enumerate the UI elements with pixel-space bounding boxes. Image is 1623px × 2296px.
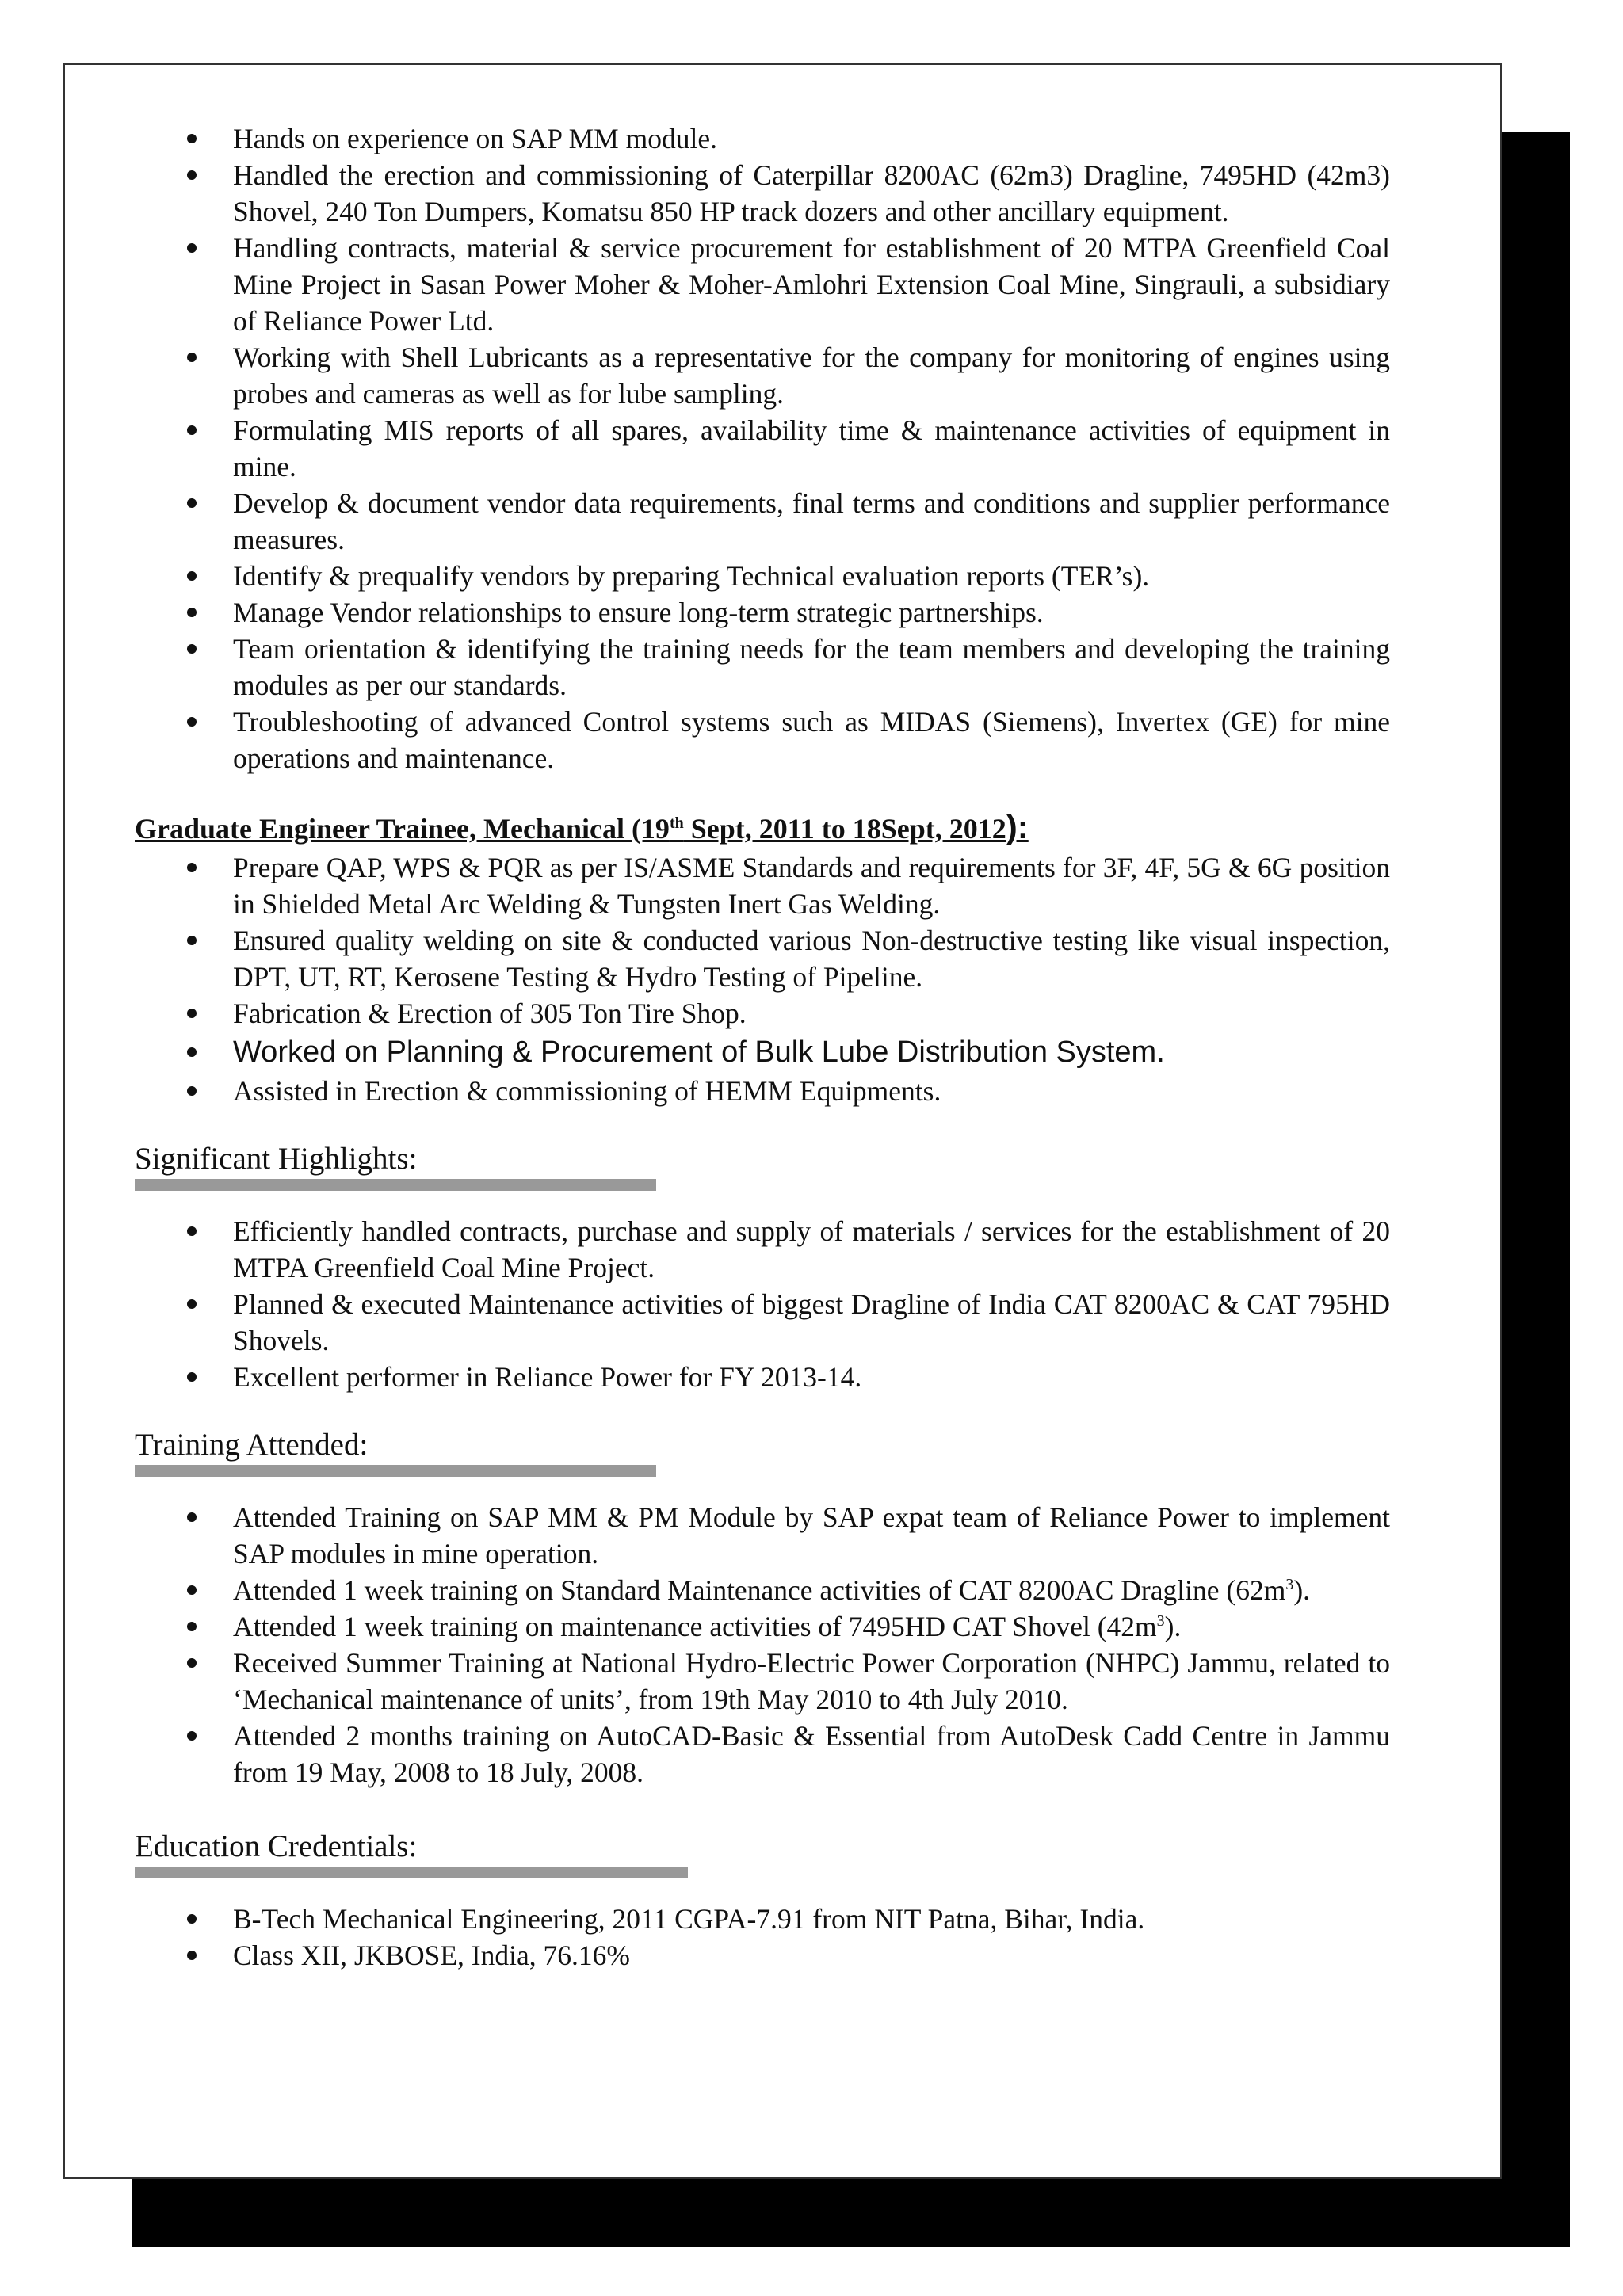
- list-item: Planned & executed Maintenance activities of biggest Dragline of India CAT 8200AC & CAT 795HD Shovels.: [135, 1286, 1390, 1359]
- bullet-icon: [187, 1299, 197, 1309]
- highlights-list: [135, 1213, 1390, 1395]
- bullet-icon: [187, 1047, 197, 1057]
- list-item: Formulating MIS reports of all spares, availability time & maintenance activities of equipment in mine.: [135, 412, 1390, 485]
- bullet-icon: [187, 608, 197, 617]
- bullet-icon: [187, 1914, 197, 1924]
- list-item: Excellent performer in Reliance Power for FY 2013-14.: [135, 1359, 1390, 1395]
- bullet-icon: [187, 1622, 197, 1631]
- bullet-icon: [187, 498, 197, 508]
- education-list: [135, 1901, 1390, 1974]
- section-title-education: Education Credentials:: [135, 1829, 418, 1863]
- list-item: Troubleshooting of advanced Control systems such as MIDAS (Siemens), Invertex (GE) for mine operations and maintenance.: [135, 704, 1390, 776]
- list-item: B-Tech Mechanical Engineering, 2011 CGPA-7.91 from NIT Patna, Bihar, India.: [135, 1901, 1390, 1937]
- experience-list: [135, 120, 1390, 776]
- list-item: Attended 1 week training on Standard Maintenance activities of CAT 8200AC Dragline $(62m^3)$.: [135, 1572, 1390, 1608]
- list-item: Fabrication & Erection of 305 Ton Tire Shop.: [135, 995, 1390, 1032]
- bullet-icon: [187, 243, 197, 253]
- list-item: Develop & document vendor data requirements, final terms and conditions and supplier performance measures.: [135, 485, 1390, 558]
- list-item: Working with Shell Lubricants as a representative for the company for monitoring of engines using probes and cameras as well as for lube sampling.: [135, 339, 1390, 412]
- list-item: Worked on Planning & Procurement of Bulk Lube Distribution System.: [135, 1032, 1390, 1073]
- bullet-icon: [187, 717, 197, 727]
- bullet-icon: [187, 1951, 197, 1960]
- bullet-icon: [187, 353, 197, 362]
- section-divider: [135, 1179, 656, 1191]
- list-item: Efficiently handled contracts, purchase and supply of materials / services for the establishment of 20 MTPA Greenfield Coal Mine Project.: [135, 1213, 1390, 1286]
- section-divider: [135, 1867, 688, 1878]
- section-divider: [135, 1465, 656, 1477]
- get-list: [135, 849, 1390, 1109]
- list-item: Hands on experience on SAP MM module.: [135, 120, 1390, 157]
- bullet-icon: [187, 1009, 197, 1018]
- bullet-icon: [187, 1086, 197, 1096]
- bullet-icon: [187, 936, 197, 945]
- list-item: Received Summer Training at National Hydro-Electric Power Corporation (NHPC) Jammu, related to ‘Mechanical maintenance of units’, from 19th May 2010 to 4th July 2010.: [135, 1645, 1390, 1718]
- bullet-icon: [187, 425, 197, 435]
- bullet-icon: [187, 1585, 197, 1595]
- bullet-icon: [187, 1226, 197, 1236]
- list-item: Attended 2 months training on AutoCAD-Basic & Essential from AutoDesk Cadd Centre in Jammu from 19 May, 2008 to 18 July, 2008.: [135, 1718, 1390, 1791]
- list-item: Team orientation & identifying the training needs for the team members and developing the training modules as per our standards.: [135, 631, 1390, 704]
- list-item: Manage Vendor relationships to ensure long-term strategic partnerships.: [135, 594, 1390, 631]
- bullet-icon: [187, 1731, 197, 1741]
- bullet-icon: [187, 1372, 197, 1382]
- section-title-highlights: Significant Highlights:: [135, 1142, 418, 1176]
- bullet-icon: [187, 1512, 197, 1522]
- list-item: Attended 1 week training on maintenance activities of 7495HD CAT Shovel $(42m^3)$.: [135, 1608, 1390, 1645]
- bullet-icon: [187, 1658, 197, 1668]
- list-item: Identify & prequalify vendors by preparing Technical evaluation reports (TER’s).: [135, 558, 1390, 594]
- bullet-icon: [187, 571, 197, 581]
- bullet-icon: [187, 863, 197, 872]
- list-item: Handling contracts, material & service procurement for establishment of 20 MTPA Greenfield Coal Mine Project in Sasan Power Moher & Moher-Amlohri Extension Coal Mine, Singrauli, a subsidiary of Reliance Power Ltd.: [135, 230, 1390, 339]
- bullet-icon: [187, 170, 197, 180]
- list-item: Attended Training on SAP MM & PM Module by SAP expat team of Reliance Power to implement SAP modules in mine operation.: [135, 1499, 1390, 1572]
- list-item: Prepare QAP, WPS & PQR as per IS/ASME Standards and requirements for 3F, 4F, 5G & 6G position in Shielded Metal Arc Welding & Tungsten Inert Gas Welding.: [135, 849, 1390, 922]
- list-item: Handled the erection and commissioning of Caterpillar 8200AC (62m3) Dragline, 7495HD (42m3) Shovel, 240 Ton Dumpers, Komatsu 850 HP track dozers and other ancillary equipment.: [135, 157, 1390, 230]
- resume-content: [135, 120, 1390, 1974]
- job-heading-get: Graduate Engineer Trainee, Mechanical (19th Sept, 2011 to 18Sept, 2012):: [135, 808, 1029, 845]
- list-item: Ensured quality welding on site & conducted various Non-destructive testing like visual inspection, DPT, UT, RT, Kerosene Testing & Hydro Testing of Pipeline.: [135, 922, 1390, 995]
- list-item: Assisted in Erection & commissioning of HEMM Equipments.: [135, 1073, 1390, 1109]
- section-title-training: Training Attended:: [135, 1428, 369, 1462]
- resume-page: [63, 63, 1502, 2179]
- list-item: Class XII, JKBOSE, India, 76.16%: [135, 1937, 1390, 1974]
- bullet-icon: [187, 644, 197, 654]
- training-list: [135, 1499, 1390, 1791]
- bullet-icon: [187, 134, 197, 143]
